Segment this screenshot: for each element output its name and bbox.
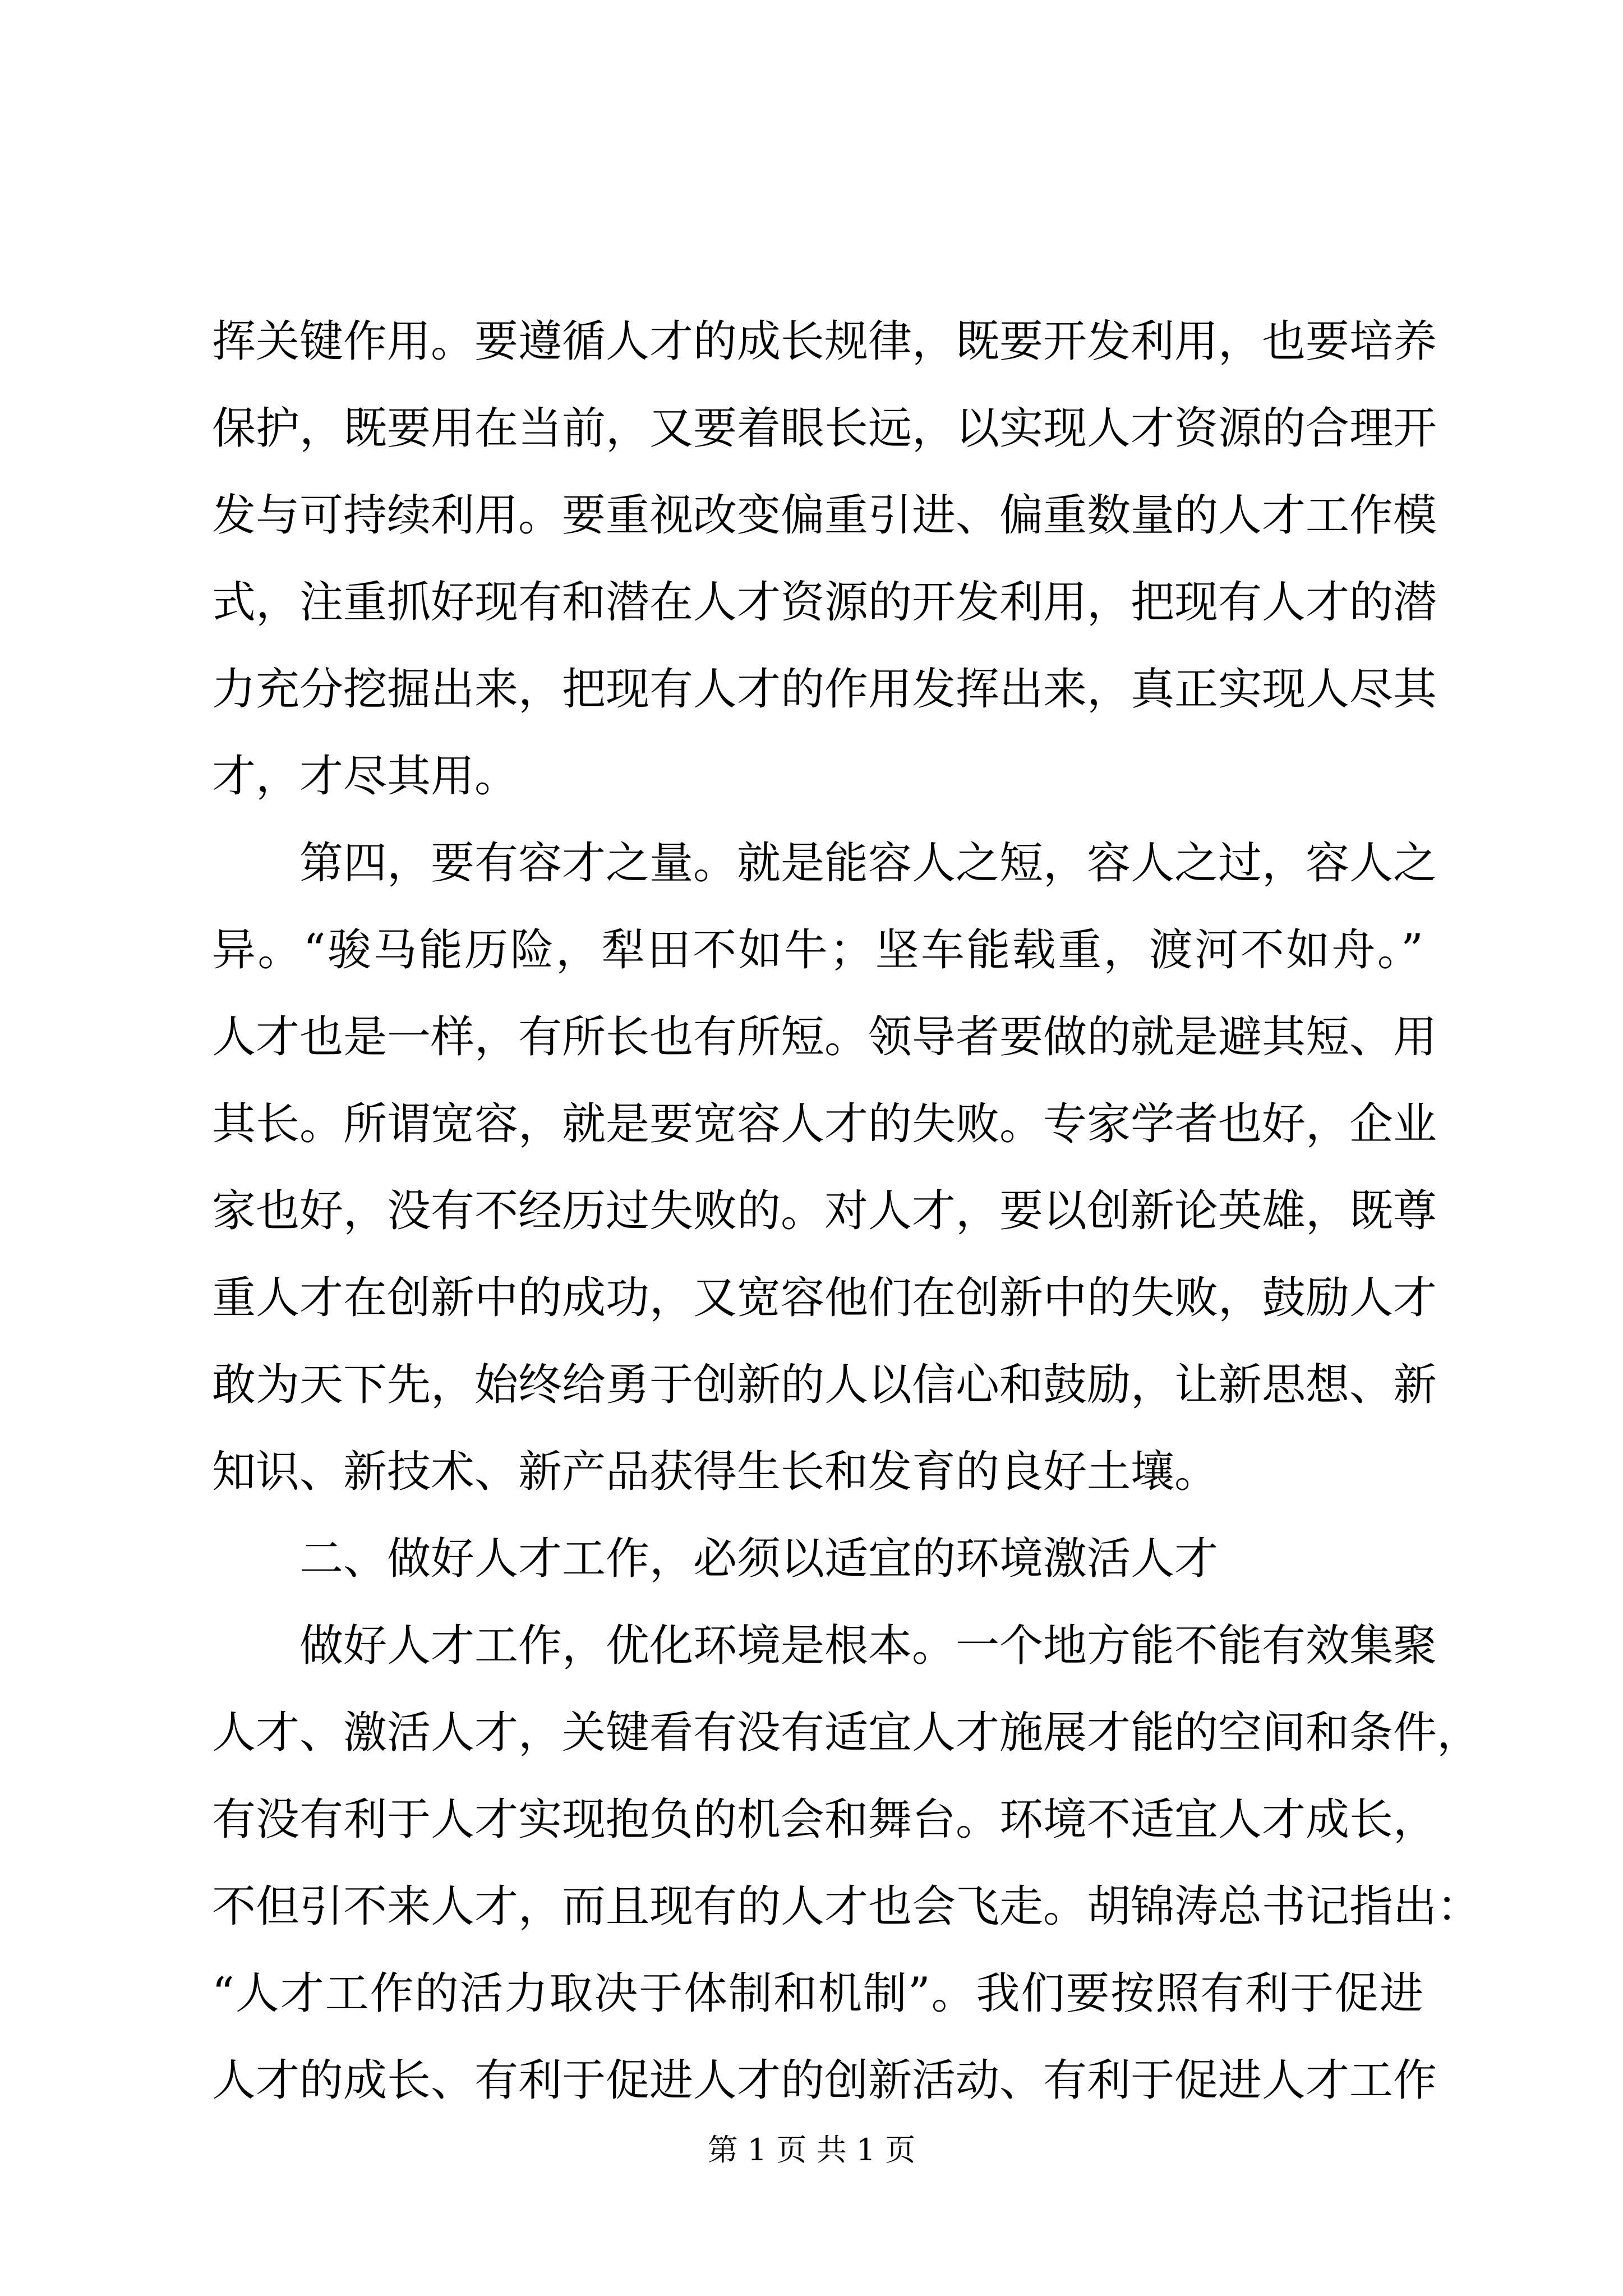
text-line-11: 家也好，没有不经历过失败的。对人才，要以创新论英雄，既尊 xyxy=(212,1186,1437,1236)
text-line-16: 做好人才工作，优化环境是根本。一个地方能不能有效集聚 xyxy=(212,1621,1437,1671)
text-line-14: 知识、新技术、新产品获得生长和发育的良好土壤。 xyxy=(212,1447,1219,1497)
text-line-8: 异。“骏马能历险，犁田不如牛；坚车能载重，渡河不如舟。” xyxy=(212,925,1423,976)
text-line-9: 人才也是一样，有所长也有所短。领导者要做的就是避其短、用 xyxy=(212,1012,1437,1062)
body-text xyxy=(212,298,1481,2124)
text-line-7: 第四，要有容才之量。就是能容人之短，容人之过，容人之 xyxy=(212,838,1437,889)
text-line-13: 敢为天下先，始终给勇于创新的人以信心和鼓励，让新思想、新 xyxy=(212,1360,1437,1410)
text-line-5: 力充分挖掘出来，把现有人才的作用发挥出来，真正实现人尽其 xyxy=(212,664,1437,715)
page-footer: 第 1 页 共 1 页 xyxy=(707,2132,916,2168)
section-heading: 二、做好人才工作，必须以适宜的环境激活人才 xyxy=(212,1534,1219,1584)
text-line-2: 保护，既要用在当前，又要着眼长远，以实现人才资源的合理开 xyxy=(212,403,1437,454)
text-line-6: 才，才尽其用。 xyxy=(212,751,519,802)
text-line-21: 人才的成长、有利于促进人才的创新活动、有利于促进人才工作 xyxy=(212,2055,1437,2106)
text-line-17: 人才、激活人才，关键看有没有适宜人才施展才能的空间和条件， xyxy=(212,1708,1481,1758)
text-line-3: 发与可持续利用。要重视改变偏重引进、偏重数量的人才工作模 xyxy=(212,490,1437,541)
text-line-20: “人才工作的活力取决于体制和机制”。我们要按照有利于促进 xyxy=(212,1968,1423,2019)
text-line-19: 不但引不来人才，而且现有的人才也会飞走。胡锦涛总书记指出： xyxy=(212,1881,1481,1932)
text-line-4: 式，注重抓好现有和潜在人才资源的开发利用，把现有人才的潜 xyxy=(212,577,1437,628)
text-line-1: 挥关键作用。要遵循人才的成长规律，既要开发利用，也要培养 xyxy=(212,316,1437,367)
text-line-18: 有没有利于人才实现抱负的机会和舞台。环境不适宜人才成长， xyxy=(212,1795,1437,1845)
text-line-10: 其长。所谓宽容，就是要宽容人才的失败。专家学者也好，企业 xyxy=(212,1099,1437,1149)
text-line-12: 重人才在创新中的成功，又宽容他们在创新中的失败，鼓励人才 xyxy=(212,1273,1437,1323)
